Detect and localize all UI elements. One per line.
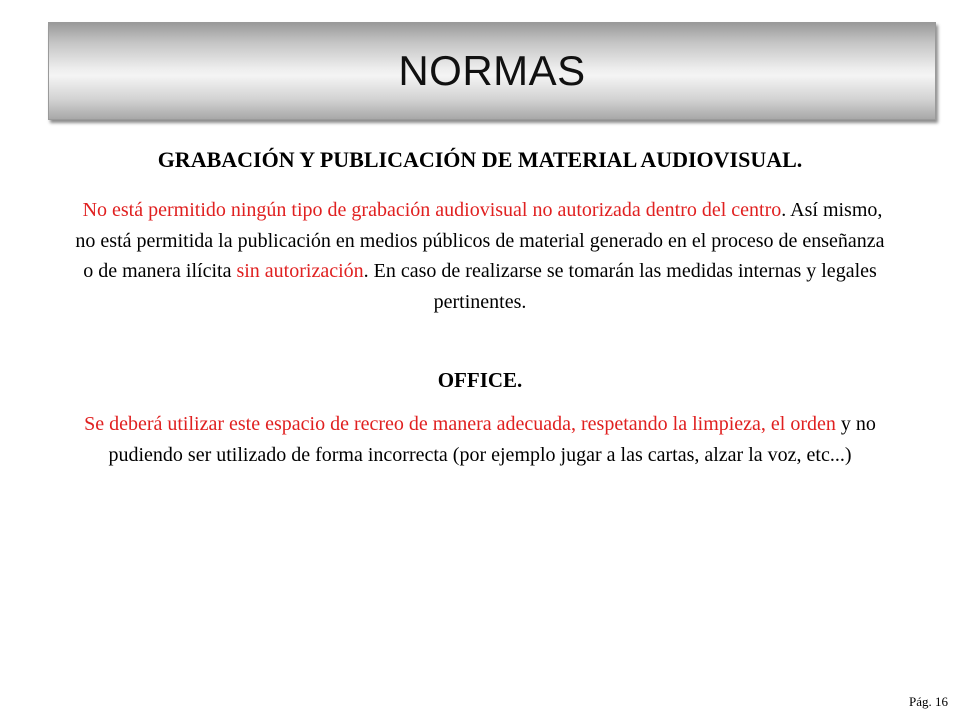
section-heading-office: OFFICE. [437, 368, 523, 392]
body-text-red: No está permitido ningún tipo de grabación audiovisual no autorizada dentro del centro [82, 199, 782, 221]
title-banner [48, 22, 936, 120]
section-body-audiovisual [70, 195, 890, 317]
body-text-red: Se deberá utilizar este espacio de recreo de manera adecuada, respetando la limpieza, el orden [84, 413, 836, 435]
section-body-office [80, 409, 880, 470]
body-text: . Así mismo, no está permitida la publicación en medios públicos de material generado en el proceso de enseñanza o de manera ilícita [75, 199, 885, 282]
page-number: Pág. 16 [909, 694, 948, 709]
section-heading-audiovisual: GRABACIÓN Y PUBLICACIÓN DE MATERIAL AUDIOVISUAL. [157, 147, 803, 172]
body-text: y no pudiendo ser utilizado de forma incorrecta (por ejemplo jugar a las cartas, alzar la voz, etc...) [108, 413, 876, 466]
body-text-red: sin autorización [236, 260, 364, 282]
body-text: . En caso de realizarse se tomarán las medidas internas y legales pertinentes. [363, 260, 877, 313]
page-title: NORMAS [398, 47, 586, 94]
